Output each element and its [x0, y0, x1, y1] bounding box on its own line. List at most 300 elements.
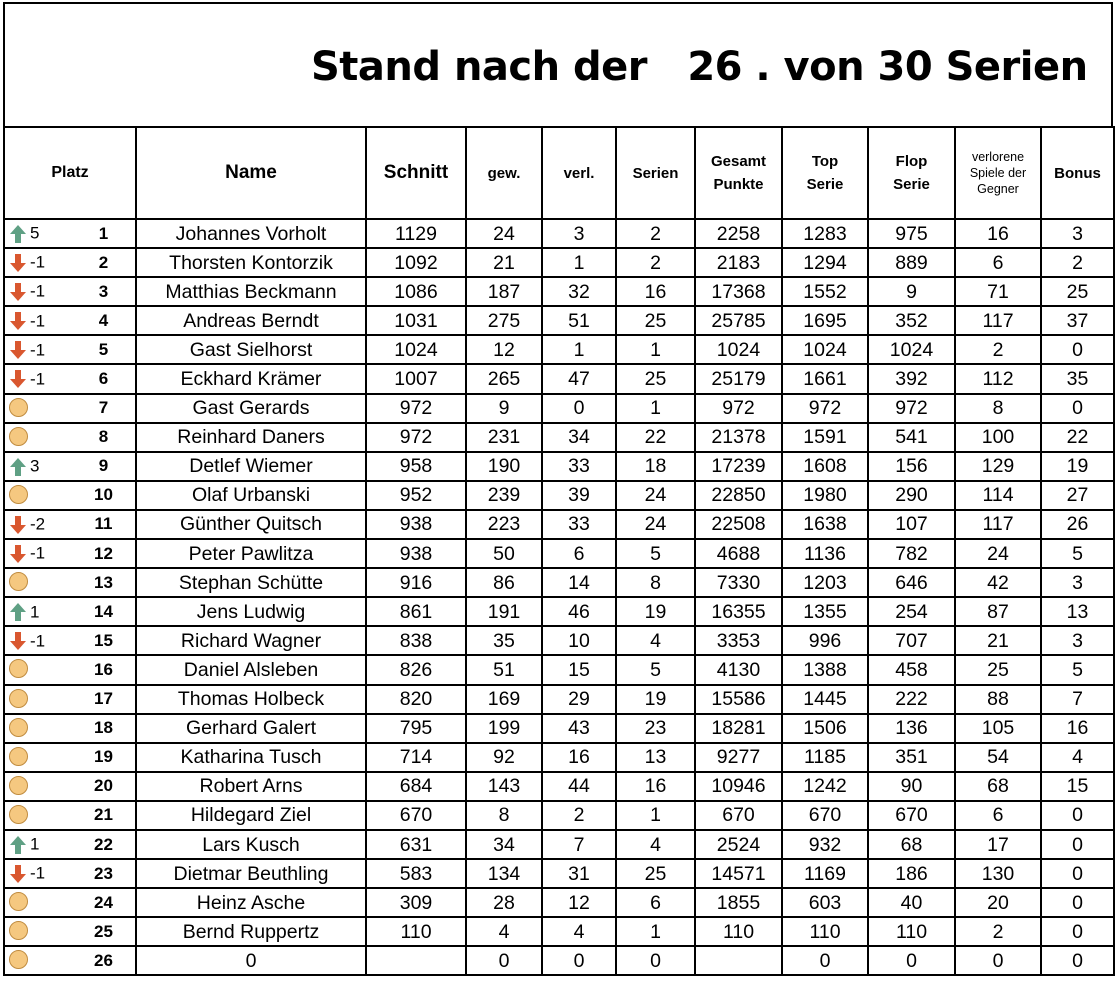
- top-cell: 1185: [782, 743, 868, 772]
- name-cell: Thomas Holbeck: [136, 685, 366, 714]
- trend-cell: [4, 714, 72, 743]
- verlorene-line-3: Gegner: [977, 182, 1019, 196]
- gegner-cell: 68: [955, 772, 1041, 801]
- top-cell: 1136: [782, 539, 868, 568]
- verl-cell: 7: [542, 830, 616, 859]
- bonus-cell: 13: [1041, 597, 1114, 626]
- flop-cell: 541: [868, 423, 955, 452]
- schnitt-cell: 714: [366, 743, 466, 772]
- schnitt-cell: 861: [366, 597, 466, 626]
- arrow-up-icon: [9, 457, 27, 477]
- rank-cell: 5: [72, 335, 136, 364]
- gew-cell: 8: [466, 801, 542, 830]
- rank-cell: 24: [72, 888, 136, 917]
- gegner-cell: 21: [955, 626, 1041, 655]
- flop-cell: 156: [868, 452, 955, 481]
- rank-change: 1: [30, 834, 40, 854]
- rank-cell: 25: [72, 917, 136, 946]
- unchanged-circle-icon: [9, 805, 28, 824]
- rank-cell: 23: [72, 859, 136, 888]
- gesamt-cell: 22508: [695, 510, 782, 539]
- gegner-cell: 17: [955, 830, 1041, 859]
- serien-cell: 2: [616, 219, 695, 248]
- bonus-cell: 3: [1041, 626, 1114, 655]
- rank-cell: 20: [72, 772, 136, 801]
- gesamt-cell: 17368: [695, 277, 782, 306]
- name-cell: Günther Quitsch: [136, 510, 366, 539]
- name-cell: Hildegard Ziel: [136, 801, 366, 830]
- gesamt-cell: 17239: [695, 452, 782, 481]
- gesamt-cell: 7330: [695, 568, 782, 597]
- arrow-down-icon: [9, 253, 27, 273]
- rank-change: -1: [30, 863, 46, 883]
- arrow-down-icon: [9, 340, 27, 360]
- table-header: [4, 127, 1114, 219]
- verl-cell: 34: [542, 423, 616, 452]
- verl-cell: 14: [542, 568, 616, 597]
- bonus-cell: 25: [1041, 277, 1114, 306]
- verl-cell: 10: [542, 626, 616, 655]
- top-cell: 1024: [782, 335, 868, 364]
- rank-change: -1: [30, 631, 46, 651]
- gesamt-cell: 9277: [695, 743, 782, 772]
- verl-cell: 4: [542, 917, 616, 946]
- title-box: [3, 2, 1113, 126]
- bonus-cell: 2: [1041, 248, 1114, 277]
- bonus-cell: 35: [1041, 364, 1114, 393]
- serien-cell: 19: [616, 597, 695, 626]
- rank-cell: 7: [72, 394, 136, 423]
- table-row: [4, 597, 1114, 626]
- standings-table: [3, 126, 1115, 976]
- serien-cell: 16: [616, 772, 695, 801]
- gew-cell: 0: [466, 946, 542, 975]
- table-row: [4, 772, 1114, 801]
- top-cell: 1388: [782, 655, 868, 684]
- top-cell: 1661: [782, 364, 868, 393]
- rank-cell: 12: [72, 539, 136, 568]
- bonus-cell: 7: [1041, 685, 1114, 714]
- top-cell: 1695: [782, 306, 868, 335]
- rank-cell: 11: [72, 510, 136, 539]
- flop-cell: 646: [868, 568, 955, 597]
- verl-cell: 29: [542, 685, 616, 714]
- trend-cell: [4, 946, 72, 975]
- table-row: [4, 277, 1114, 306]
- gew-cell: 12: [466, 335, 542, 364]
- table-row: [4, 423, 1114, 452]
- flop-cell: 1024: [868, 335, 955, 364]
- unchanged-circle-icon: [9, 718, 28, 737]
- schnitt-cell: 916: [366, 568, 466, 597]
- gegner-cell: 54: [955, 743, 1041, 772]
- gesamt-cell: 2258: [695, 219, 782, 248]
- bonus-cell: 19: [1041, 452, 1114, 481]
- flop-cell: 254: [868, 597, 955, 626]
- rank-change: 1: [30, 602, 40, 622]
- gew-cell: 239: [466, 481, 542, 510]
- schnitt-cell: 670: [366, 801, 466, 830]
- bonus-cell: 26: [1041, 510, 1114, 539]
- trend-cell: [4, 394, 72, 423]
- gegner-cell: 25: [955, 655, 1041, 684]
- bonus-cell: 5: [1041, 655, 1114, 684]
- serien-cell: 8: [616, 568, 695, 597]
- rank-change: -1: [30, 369, 46, 389]
- unchanged-circle-icon: [9, 950, 28, 969]
- table-row: [4, 830, 1114, 859]
- col-header-serien: Serien: [616, 127, 695, 219]
- rank-cell: 14: [72, 597, 136, 626]
- gesamt-line-2: Punkte: [713, 176, 764, 193]
- flop-cell: 975: [868, 219, 955, 248]
- gesamt-cell: 14571: [695, 859, 782, 888]
- verl-cell: 47: [542, 364, 616, 393]
- rank-cell: 10: [72, 481, 136, 510]
- rank-cell: 13: [72, 568, 136, 597]
- gegner-cell: 6: [955, 801, 1041, 830]
- verl-cell: 2: [542, 801, 616, 830]
- flop-cell: 889: [868, 248, 955, 277]
- table-row: [4, 655, 1114, 684]
- schnitt-cell: 684: [366, 772, 466, 801]
- name-cell: Thorsten Kontorzik: [136, 248, 366, 277]
- gesamt-cell: 110: [695, 917, 782, 946]
- table-row: [4, 685, 1114, 714]
- rank-cell: 16: [72, 655, 136, 684]
- rank-cell: 22: [72, 830, 136, 859]
- rank-change: -1: [30, 281, 46, 301]
- gegner-cell: 2: [955, 335, 1041, 364]
- bonus-cell: 4: [1041, 743, 1114, 772]
- top-cell: 1980: [782, 481, 868, 510]
- title-suffix: . von 30 Serien: [755, 44, 1088, 90]
- verlorene-line-2: Spiele der: [969, 166, 1027, 180]
- top-cell: 996: [782, 626, 868, 655]
- gew-cell: 92: [466, 743, 542, 772]
- flop-cell: 707: [868, 626, 955, 655]
- flop-cell: 351: [868, 743, 955, 772]
- flop-cell: 90: [868, 772, 955, 801]
- name-cell: Matthias Beckmann: [136, 277, 366, 306]
- serien-cell: 5: [616, 655, 695, 684]
- trend-cell: [4, 481, 72, 510]
- bonus-cell: 3: [1041, 219, 1114, 248]
- bonus-cell: 0: [1041, 335, 1114, 364]
- trend-cell: [4, 888, 72, 917]
- gegner-cell: 71: [955, 277, 1041, 306]
- trend-cell: [4, 423, 72, 452]
- rank-change: -1: [30, 311, 46, 331]
- flop-line-2: Serie: [893, 176, 930, 193]
- gew-cell: 191: [466, 597, 542, 626]
- name-cell: Daniel Alsleben: [136, 655, 366, 684]
- gegner-cell: 100: [955, 423, 1041, 452]
- rank-change: 3: [30, 456, 40, 476]
- serien-cell: 1: [616, 335, 695, 364]
- top-cell: 1591: [782, 423, 868, 452]
- flop-cell: 136: [868, 714, 955, 743]
- gegner-cell: 20: [955, 888, 1041, 917]
- arrow-up-icon: [9, 224, 27, 244]
- unchanged-circle-icon: [9, 892, 28, 911]
- top-cell: 1283: [782, 219, 868, 248]
- trend-cell: [4, 597, 72, 626]
- gegner-cell: 130: [955, 859, 1041, 888]
- bonus-cell: 0: [1041, 801, 1114, 830]
- gegner-cell: 6: [955, 248, 1041, 277]
- trend-cell: [4, 859, 72, 888]
- flop-cell: 40: [868, 888, 955, 917]
- gesamt-cell: 21378: [695, 423, 782, 452]
- page-title: [311, 44, 1088, 90]
- gesamt-cell: 25785: [695, 306, 782, 335]
- top-line-2: Serie: [806, 176, 844, 193]
- trend-cell: [4, 830, 72, 859]
- gew-cell: 265: [466, 364, 542, 393]
- gew-cell: 231: [466, 423, 542, 452]
- rank-cell: 4: [72, 306, 136, 335]
- bonus-cell: 27: [1041, 481, 1114, 510]
- verl-cell: 46: [542, 597, 616, 626]
- bonus-cell: 0: [1041, 946, 1114, 975]
- rank-cell: 18: [72, 714, 136, 743]
- gegner-cell: 87: [955, 597, 1041, 626]
- serien-cell: 1: [616, 801, 695, 830]
- schnitt-cell: 952: [366, 481, 466, 510]
- table-row: [4, 626, 1114, 655]
- gesamt-cell: 25179: [695, 364, 782, 393]
- unchanged-circle-icon: [9, 921, 28, 940]
- top-cell: 1169: [782, 859, 868, 888]
- flop-cell: 186: [868, 859, 955, 888]
- top-cell: 1445: [782, 685, 868, 714]
- top-cell: 1608: [782, 452, 868, 481]
- schnitt-cell: 1129: [366, 219, 466, 248]
- schnitt-cell: 820: [366, 685, 466, 714]
- verl-cell: 33: [542, 510, 616, 539]
- gew-cell: 86: [466, 568, 542, 597]
- flop-cell: 458: [868, 655, 955, 684]
- verl-cell: 6: [542, 539, 616, 568]
- rank-cell: 8: [72, 423, 136, 452]
- gew-cell: 34: [466, 830, 542, 859]
- gew-cell: 143: [466, 772, 542, 801]
- top-cell: 110: [782, 917, 868, 946]
- trend-cell: [4, 539, 72, 568]
- table-row: [4, 539, 1114, 568]
- bonus-cell: 0: [1041, 859, 1114, 888]
- name-cell: Bernd Ruppertz: [136, 917, 366, 946]
- verl-cell: 15: [542, 655, 616, 684]
- verl-cell: 0: [542, 394, 616, 423]
- table-row: [4, 917, 1114, 946]
- name-cell: Eckhard Krämer: [136, 364, 366, 393]
- verl-cell: 32: [542, 277, 616, 306]
- trend-cell: [4, 655, 72, 684]
- gesamt-cell: 18281: [695, 714, 782, 743]
- flop-cell: 68: [868, 830, 955, 859]
- schnitt-cell: 972: [366, 423, 466, 452]
- gew-cell: 199: [466, 714, 542, 743]
- name-cell: 0: [136, 946, 366, 975]
- table-row: [4, 568, 1114, 597]
- trend-cell: [4, 685, 72, 714]
- bonus-cell: 5: [1041, 539, 1114, 568]
- flop-cell: 392: [868, 364, 955, 393]
- arrow-down-icon: [9, 282, 27, 302]
- bonus-cell: 16: [1041, 714, 1114, 743]
- bonus-cell: 22: [1041, 423, 1114, 452]
- col-header-gew: gew.: [466, 127, 542, 219]
- gegner-cell: 117: [955, 510, 1041, 539]
- bonus-cell: 15: [1041, 772, 1114, 801]
- gesamt-cell: 16355: [695, 597, 782, 626]
- top-cell: 1506: [782, 714, 868, 743]
- top-cell: 932: [782, 830, 868, 859]
- table-row: [4, 859, 1114, 888]
- unchanged-circle-icon: [9, 427, 28, 446]
- col-header-top: [782, 127, 868, 219]
- gew-cell: 169: [466, 685, 542, 714]
- gew-cell: 4: [466, 917, 542, 946]
- bonus-cell: 0: [1041, 917, 1114, 946]
- gesamt-cell: 4688: [695, 539, 782, 568]
- trend-cell: [4, 917, 72, 946]
- table-body: [4, 219, 1114, 975]
- flop-cell: 972: [868, 394, 955, 423]
- rank-change: -1: [30, 543, 46, 563]
- serien-cell: 4: [616, 626, 695, 655]
- flop-cell: 670: [868, 801, 955, 830]
- gew-cell: 51: [466, 655, 542, 684]
- trend-cell: [4, 743, 72, 772]
- arrow-down-icon: [9, 369, 27, 389]
- name-cell: Olaf Urbanski: [136, 481, 366, 510]
- bonus-cell: 0: [1041, 830, 1114, 859]
- schnitt-cell: 938: [366, 510, 466, 539]
- verl-cell: 44: [542, 772, 616, 801]
- gew-cell: 134: [466, 859, 542, 888]
- arrow-down-icon: [9, 864, 27, 884]
- rank-cell: 2: [72, 248, 136, 277]
- col-header-verlorene: [955, 127, 1041, 219]
- rank-change: -1: [30, 340, 46, 360]
- gegner-cell: 112: [955, 364, 1041, 393]
- gew-cell: 28: [466, 888, 542, 917]
- flop-cell: 0: [868, 946, 955, 975]
- gew-cell: 24: [466, 219, 542, 248]
- rank-cell: 3: [72, 277, 136, 306]
- table-row: [4, 306, 1114, 335]
- name-cell: Robert Arns: [136, 772, 366, 801]
- verl-cell: 33: [542, 452, 616, 481]
- gesamt-cell: 4130: [695, 655, 782, 684]
- schnitt-cell: 1024: [366, 335, 466, 364]
- gegner-cell: 88: [955, 685, 1041, 714]
- gegner-cell: 24: [955, 539, 1041, 568]
- schnitt-cell: 972: [366, 394, 466, 423]
- unchanged-circle-icon: [9, 747, 28, 766]
- flop-cell: 110: [868, 917, 955, 946]
- gesamt-cell: 2524: [695, 830, 782, 859]
- gegner-cell: 0: [955, 946, 1041, 975]
- trend-cell: [4, 510, 72, 539]
- rank-cell: 1: [72, 219, 136, 248]
- gegner-cell: 129: [955, 452, 1041, 481]
- name-cell: Gerhard Galert: [136, 714, 366, 743]
- verl-cell: 1: [542, 335, 616, 364]
- top-cell: 1638: [782, 510, 868, 539]
- verl-cell: 12: [542, 888, 616, 917]
- gew-cell: 187: [466, 277, 542, 306]
- gegner-cell: 42: [955, 568, 1041, 597]
- verl-cell: 16: [542, 743, 616, 772]
- arrow-down-icon: [9, 544, 27, 564]
- flop-cell: 352: [868, 306, 955, 335]
- flop-cell: 9: [868, 277, 955, 306]
- serien-cell: 25: [616, 859, 695, 888]
- schnitt-cell: 1031: [366, 306, 466, 335]
- bonus-cell: 37: [1041, 306, 1114, 335]
- schnitt-cell: 583: [366, 859, 466, 888]
- unchanged-circle-icon: [9, 572, 28, 591]
- gegner-cell: 105: [955, 714, 1041, 743]
- table-row: [4, 452, 1114, 481]
- arrow-down-icon: [9, 631, 27, 651]
- gew-cell: 50: [466, 539, 542, 568]
- table-row: [4, 335, 1114, 364]
- top-cell: 603: [782, 888, 868, 917]
- schnitt-cell: 1092: [366, 248, 466, 277]
- verl-cell: 1: [542, 248, 616, 277]
- flop-cell: 107: [868, 510, 955, 539]
- unchanged-circle-icon: [9, 398, 28, 417]
- rank-change: -2: [30, 514, 46, 534]
- schnitt-cell: 838: [366, 626, 466, 655]
- col-header-verl: verl.: [542, 127, 616, 219]
- trend-cell: [4, 364, 72, 393]
- serien-cell: 16: [616, 277, 695, 306]
- col-header-platz: Platz: [4, 127, 136, 219]
- verl-cell: 51: [542, 306, 616, 335]
- bonus-cell: 0: [1041, 394, 1114, 423]
- gesamt-cell: 1024: [695, 335, 782, 364]
- table-row: [4, 394, 1114, 423]
- name-cell: Detlef Wiemer: [136, 452, 366, 481]
- serien-cell: 25: [616, 364, 695, 393]
- col-header-flop: [868, 127, 955, 219]
- top-cell: 1203: [782, 568, 868, 597]
- serien-cell: 18: [616, 452, 695, 481]
- serien-cell: 13: [616, 743, 695, 772]
- trend-cell: [4, 801, 72, 830]
- arrow-down-icon: [9, 311, 27, 331]
- name-cell: Dietmar Beuthling: [136, 859, 366, 888]
- gesamt-cell: [695, 946, 782, 975]
- gesamt-cell: 15586: [695, 685, 782, 714]
- flop-line-1: Flop: [895, 153, 928, 170]
- trend-cell: [4, 568, 72, 597]
- rank-cell: 17: [72, 685, 136, 714]
- col-header-name: Name: [136, 127, 366, 219]
- rank-cell: 6: [72, 364, 136, 393]
- table-row: [4, 801, 1114, 830]
- serien-cell: 25: [616, 306, 695, 335]
- rank-cell: 26: [72, 946, 136, 975]
- unchanged-circle-icon: [9, 689, 28, 708]
- serien-cell: 4: [616, 830, 695, 859]
